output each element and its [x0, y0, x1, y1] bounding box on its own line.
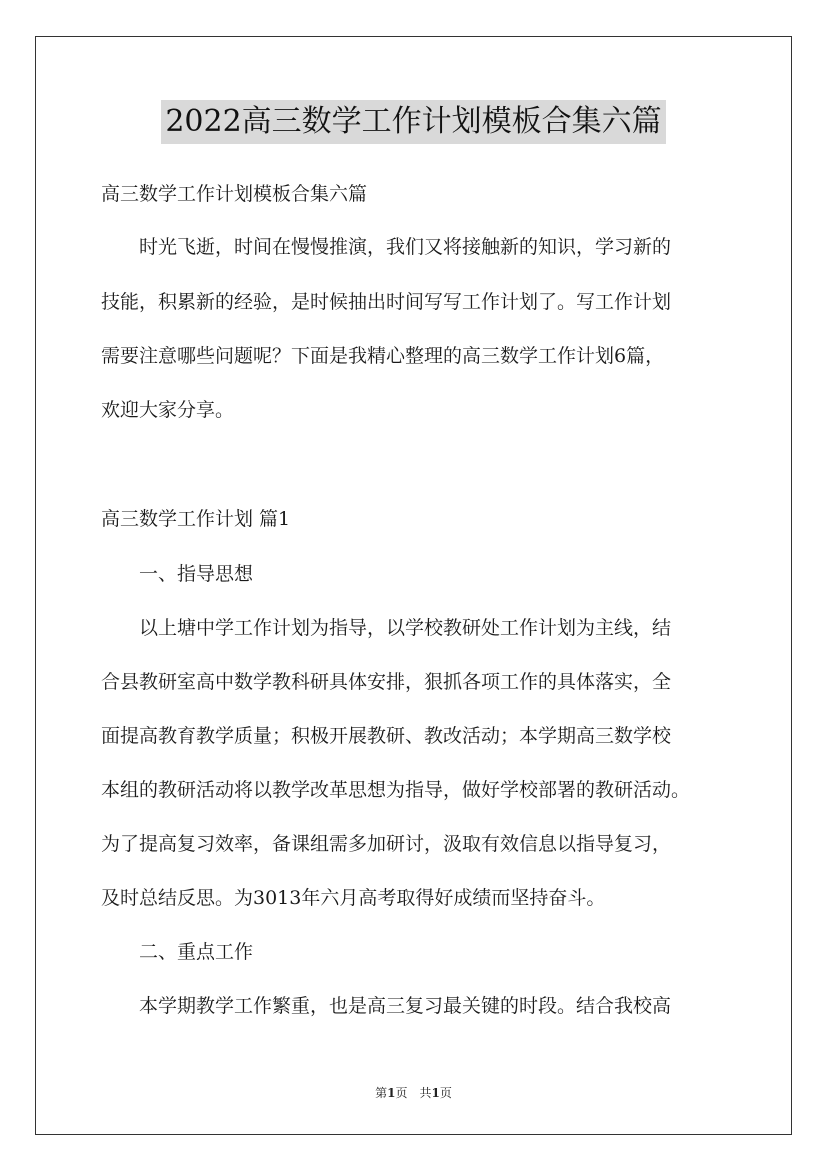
footer-mid: 页 共 — [395, 1086, 432, 1100]
part1-line-3: 面提高教育教学质量；积极开展教研、教改活动；本学期高三数学校 — [101, 725, 672, 747]
document-subtitle: 高三数学工作计划模板合集六篇 — [101, 183, 368, 205]
part1-line-1: 以上塘中学工作计划为指导，以学校教研处工作计划为主线，结 — [101, 617, 672, 639]
title-container — [0, 100, 827, 144]
document-title: 2022高三数学工作计划模板合集六篇 — [161, 100, 665, 144]
footer-total-pages: 1 — [431, 1086, 440, 1100]
part1-line-4: 本组的教研活动将以教学改革思想为指导，做好学校部署的教研活动。 — [101, 779, 691, 801]
intro-line-2: 技能，积累新的经验，是时候抽出时间写写工作计划了。写工作计划 — [101, 291, 672, 313]
footer-suffix: 页 — [439, 1086, 452, 1100]
page-footer — [0, 1084, 827, 1101]
section-heading: 高三数学工作计划 篇1 — [101, 508, 291, 530]
part2-line-1: 本学期教学工作繁重，也是高三复习最关键的时段。结合我校高 — [101, 995, 672, 1017]
footer-current-page: 1 — [387, 1086, 396, 1100]
intro-line-4: 欢迎大家分享。 — [101, 399, 235, 421]
footer-prefix: 第 — [375, 1086, 388, 1100]
part2-heading: 二、重点工作 — [101, 941, 254, 963]
intro-line-3: 需要注意哪些问题呢？下面是我精心整理的高三数学工作计划6篇， — [101, 345, 665, 367]
part1-heading: 一、指导思想 — [101, 563, 254, 585]
part1-line-6: 及时总结反思。为3013年六月高考取得好成绩而坚持奋斗。 — [101, 887, 606, 909]
part1-line-5: 为了提高复习效率，备课组需多加研讨，汲取有效信息以指导复习， — [101, 833, 672, 855]
part1-line-2: 合县教研室高中数学教科研具体安排，狠抓各项工作的具体落实，全 — [101, 671, 672, 693]
intro-line-1: 时光飞逝，时间在慢慢推演，我们又将接触新的知识，学习新的 — [101, 236, 672, 258]
